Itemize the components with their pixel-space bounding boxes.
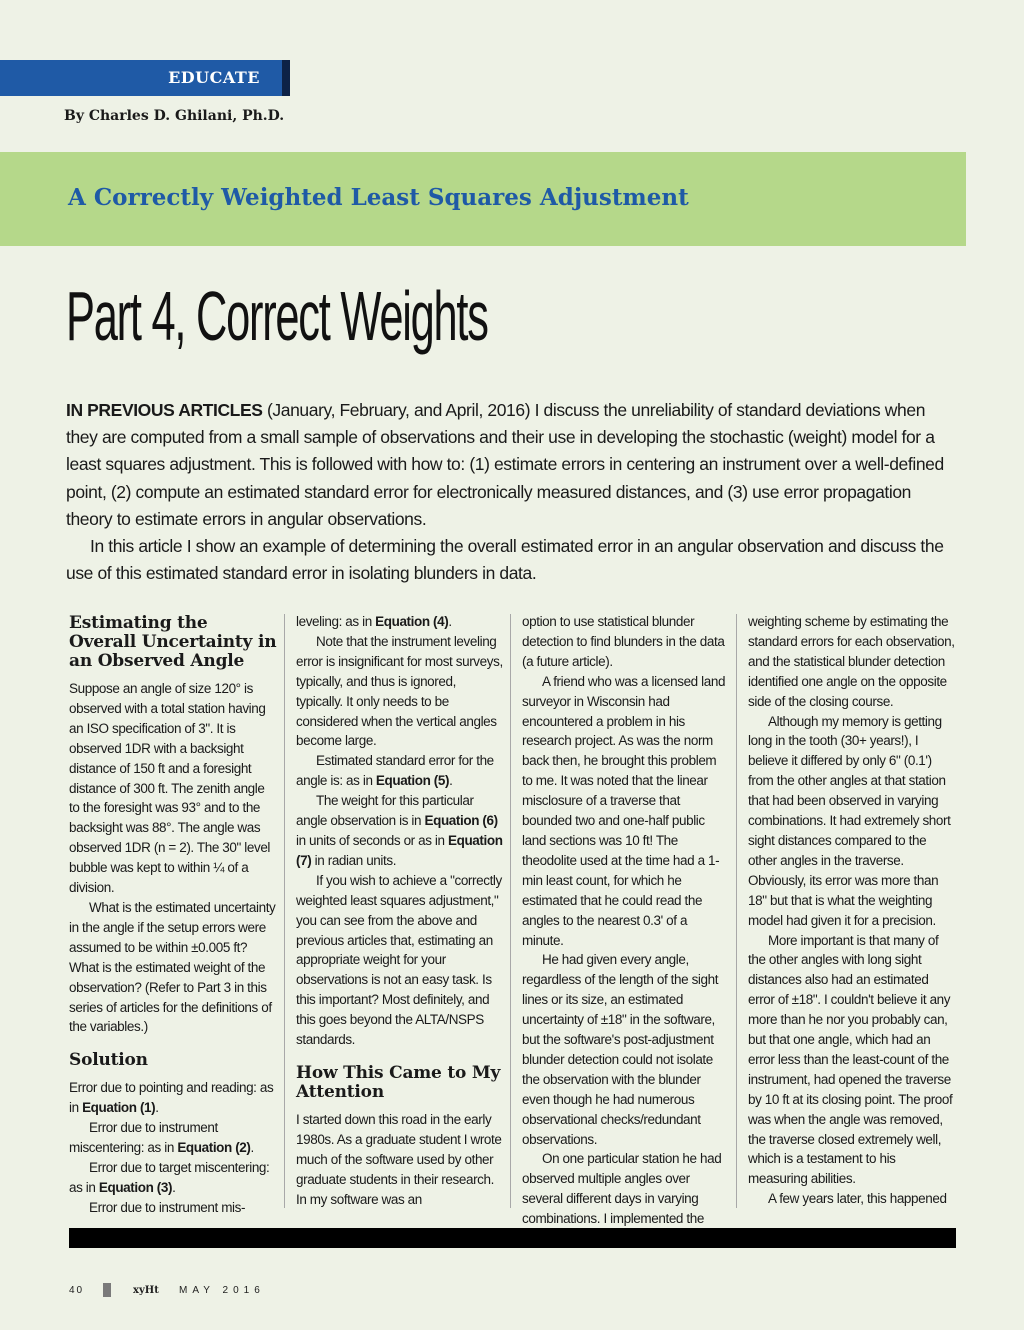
section-heading-uncertainty: Estimating the Overall Uncertainty in an Observed Angle <box>69 613 277 671</box>
issue-date: MAY 2016 <box>179 1284 265 1296</box>
text: Estimated standard error for the angle is: as in <box>296 753 494 789</box>
text: . <box>155 1100 159 1116</box>
column-2 <box>296 612 504 1209</box>
intro-lead: IN PREVIOUS ARTICLES <box>66 400 263 420</box>
paragraph: A friend who was a licensed land surveyor in Wisconsin had encountered a problem in his research project. As was the norm back then, he brought this problem to me. It was noted that the linear misclosure of a traverse that bounded two and one-half public land sections was 10 ft! The theodolite used at the time had a 1-min least count, for which he estimated that he could read the angles to the nearest 0.3' of a minute. <box>522 673 726 948</box>
paragraph: He had given every angle, regardless of the length of the sight lines or its size, an estimated uncertainty of ±18" in the software, but the software's post-adjustment blunder detection could not isolate the observation with the blunder even though he had numerous observational checks/redundant observations. <box>522 952 719 1147</box>
text: leveling: as in <box>296 614 376 629</box>
paragraph <box>296 791 504 871</box>
paragraph: A few years later, this happened <box>768 1191 947 1207</box>
footer-square-icon <box>103 1283 111 1297</box>
text: Error due to instrument miscentering: as in <box>69 1120 218 1156</box>
column-3 <box>522 612 730 1229</box>
paragraph: If you wish to achieve a "correctly weighted least squares adjustment," you can see from the above and previous articles that, estimating an appropriate weight for your observations is not an easy task. Is this important? Most definitely, and this goes beyond the ALTA/NSPS standards. <box>296 872 502 1048</box>
page-footer <box>69 1282 265 1298</box>
section-tag-label: EDUCATE <box>168 68 260 87</box>
equation-ref: Equation (6) <box>424 813 498 829</box>
text: Error due to pointing and reading: as in <box>69 1080 274 1116</box>
section-heading-solution: Solution <box>69 1050 148 1071</box>
paragraph: weighting scheme by estimating the standard errors for each observation, and the statistical blunder detection identified one angle on the opposite side of the closing course. <box>748 614 955 709</box>
text: . <box>449 773 453 789</box>
column-1 <box>69 612 277 1218</box>
paragraph: On one particular station he had observed multiple angles over several different days in varying combinations. I implemented the <box>522 1151 722 1227</box>
series-title-band <box>0 152 966 246</box>
paragraph: Error due to instrument mis- <box>89 1199 246 1215</box>
text: in units of seconds or as in <box>296 832 448 848</box>
intro-p1-text: (January, February, and April, 2016) I discuss the unreliability of standard deviations when they are computed from a small sample of observations and their use in developing the stochastic (weight) model for a least squares adjustment. This is followed with how to: (1) estimate errors in centering an instrument over a well-defined point, (2) compute an estimated standard error for electronically measured distances, and (3) use error propagation theory to estimate errors in angular observations. <box>66 400 944 529</box>
equation-ref: Equation (7) <box>296 832 503 868</box>
magazine-name: xyHt <box>133 1284 159 1296</box>
text: . <box>172 1179 176 1195</box>
column-4 <box>748 612 956 1209</box>
paragraph: I started down this road in the early 1980s. As a graduate student I wrote much of the software used by other graduate students in their research. In my software was an <box>296 1111 502 1207</box>
byline: By Charles D. Ghilani, Ph.D. <box>64 108 285 124</box>
intro <box>66 397 956 587</box>
equation-ref: Equation (1) <box>82 1100 156 1116</box>
text: in radian units. <box>311 852 397 868</box>
text: The weight for this particular angle observation is in <box>296 793 474 829</box>
paragraph: Suppose an angle of size 120° is observed with a total station having an ISO specification of 3". It is observed 1DR with a backsight distance of 150 ft and a foresight distance of 300 ft. The zenith angle to the foresight was 93° and to the backsight was 88°. The angle was observed 1DR (n = 2). The 30" level bubble was kept to within ¼ of a division. <box>69 681 271 896</box>
page-number: 40 <box>69 1284 85 1296</box>
intro-paragraph-2: In this article I show an example of determining the overall estimated error in an angular observation and discuss the use of this estimated standard error in isolating blunders in data. <box>66 536 944 584</box>
equation-ref: Equation (2) <box>177 1140 251 1156</box>
paragraph <box>69 1118 277 1158</box>
paragraph: option to use statistical blunder detection to find blunders in the data (a future article). <box>522 614 725 669</box>
section-tag <box>0 60 290 96</box>
column-divider <box>284 614 285 1208</box>
text: Error due to target miscentering: as in <box>69 1159 270 1195</box>
series-title: A Correctly Weighted Least Squares Adjustment <box>68 184 689 211</box>
text: . <box>448 614 452 629</box>
paragraph <box>69 1078 277 1118</box>
paragraph: Note that the instrument leveling error is insignificant for most surveys, typically, and thus is ignored, typically. It only needs to be considered when the vertical angles become large. <box>296 633 503 749</box>
section-heading-attention: How This Came to My Attention <box>296 1062 501 1102</box>
column-divider <box>736 614 737 1208</box>
equation-ref: Equation (4) <box>375 614 449 629</box>
footer-bar <box>69 1228 956 1248</box>
column-divider <box>510 614 511 1208</box>
paragraph <box>69 1158 277 1198</box>
article-title: Part 4, Correct Weights <box>66 277 488 355</box>
text: . <box>250 1140 254 1156</box>
equation-ref: Equation (3) <box>98 1179 173 1195</box>
paragraph: More important is that many of the other angles with long sight distances also had an estimated error of ±18". I couldn't believe it any more than he nor you probably can, but that one angle, which had an error less than the least-count of the instrument, had opened the traverse by 10 ft at its closing point. The proof was when the angle was removed, the traverse closed extremely well, which is a testament to his measuring abilities. <box>748 932 953 1187</box>
equation-ref: Equation (5) <box>375 773 450 789</box>
intro-paragraph-1 <box>66 397 956 533</box>
paragraph <box>296 612 504 632</box>
paragraph: What is the estimated uncertainty in the angle if the setup errors were assumed to be within ±0.005 ft? What is the estimated weight of the observation? (Refer to Part 3 in this series of articles for the definitions of the variables.) <box>69 899 276 1035</box>
paragraph <box>296 751 504 791</box>
paragraph: Although my memory is getting long in the tooth (30+ years!), I believe it differed by only 6" (0.1') from the other angles at that station that had been observed in varying combinations. It had extremely short sight distances compared to the other angles in the traverse. Obviously, its error was more than 18" but that is what the weighting model had given it for a precision. <box>748 713 951 928</box>
